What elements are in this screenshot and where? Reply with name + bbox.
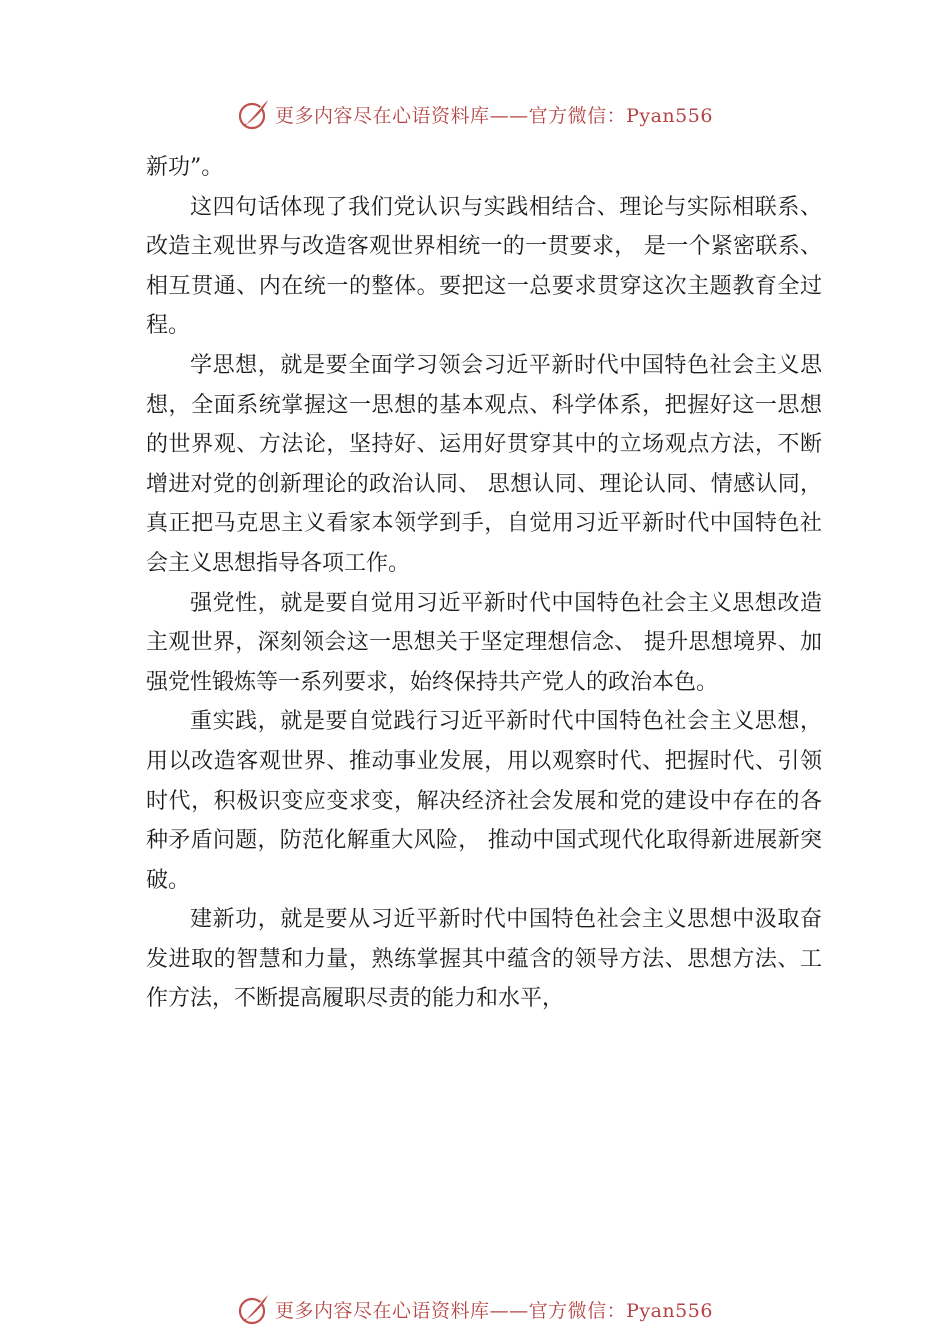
footer-wechat-label: 官方微信： [528, 1299, 627, 1322]
header-separator: —— [489, 104, 529, 127]
footer-text [275, 1296, 713, 1323]
header-wechat-label: 官方微信： [528, 104, 627, 127]
paragraph-party-spirit: 强党性，就是要自觉用习近平新时代中国特色社会主义思想改造主观世界，深刻领会这一思想关于坚定理想信念、 提升思想境界、加强党性锻炼等一系列要求，始终保持共产党人的政治本色。 [146, 590, 822, 695]
paragraph-practice: 重实践，就是要自觉践行习近平新时代中国特色社会主义思想，用以改造客观世界、推动事业发展，用以观察时代、把握时代、引领时代，积极识变应变求变，解决经济社会发展和党的建设中存在的各种矛盾问题，防范化解重大风险， 推动中国式现代化取得新进展新突破。 [146, 709, 822, 893]
paragraph-summary: 这四句话体现了我们党认识与实践相结合、理论与实际相联系、改造主观世界与改造客观世界相统一的一贯要求， 是一个紧密联系、相互贯通、内在统一的整体。要把这一总要求贯穿这次主题教育全过程。 [146, 194, 822, 339]
footer-brand-text: 更多内容尽在心语资料库 [275, 1299, 490, 1322]
paragraph-new-achievements: 建新功，就是要从习近平新时代中国特色社会主义思想中汲取奋发进取的智慧和力量，熟练掌握其中蕴含的领导方法、思想方法、工作方法，不断提高履职尽责的能力和水平， [146, 907, 822, 1012]
document-body [146, 148, 822, 1019]
header-wechat-id: Pyan556 [626, 104, 713, 127]
paragraph-continuation: 新功”。 [146, 155, 224, 180]
header-brand-text: 更多内容尽在心语资料库 [275, 104, 490, 127]
quill-logo-icon [237, 1292, 271, 1326]
header-text [275, 101, 713, 128]
quill-logo-icon [237, 97, 271, 131]
paragraph-study-thought: 学思想，就是要全面学习领会习近平新时代中国特色社会主义思想，全面系统掌握这一思想的基本观点、科学体系，把握好这一思想的世界观、方法论，坚持好、运用好贯穿其中的立场观点方法，不断增进对党的创新理论的政治认同、 思想认同、理论认同、情感认同，真正把马克思主义看家本领学到手，自觉用习近平新时代中国特色社会主义思想指导各项工作。 [146, 352, 822, 576]
header-banner [0, 94, 950, 134]
footer-wechat-id: Pyan556 [626, 1299, 713, 1322]
footer-banner [0, 1289, 950, 1329]
footer-separator: —— [489, 1299, 529, 1322]
